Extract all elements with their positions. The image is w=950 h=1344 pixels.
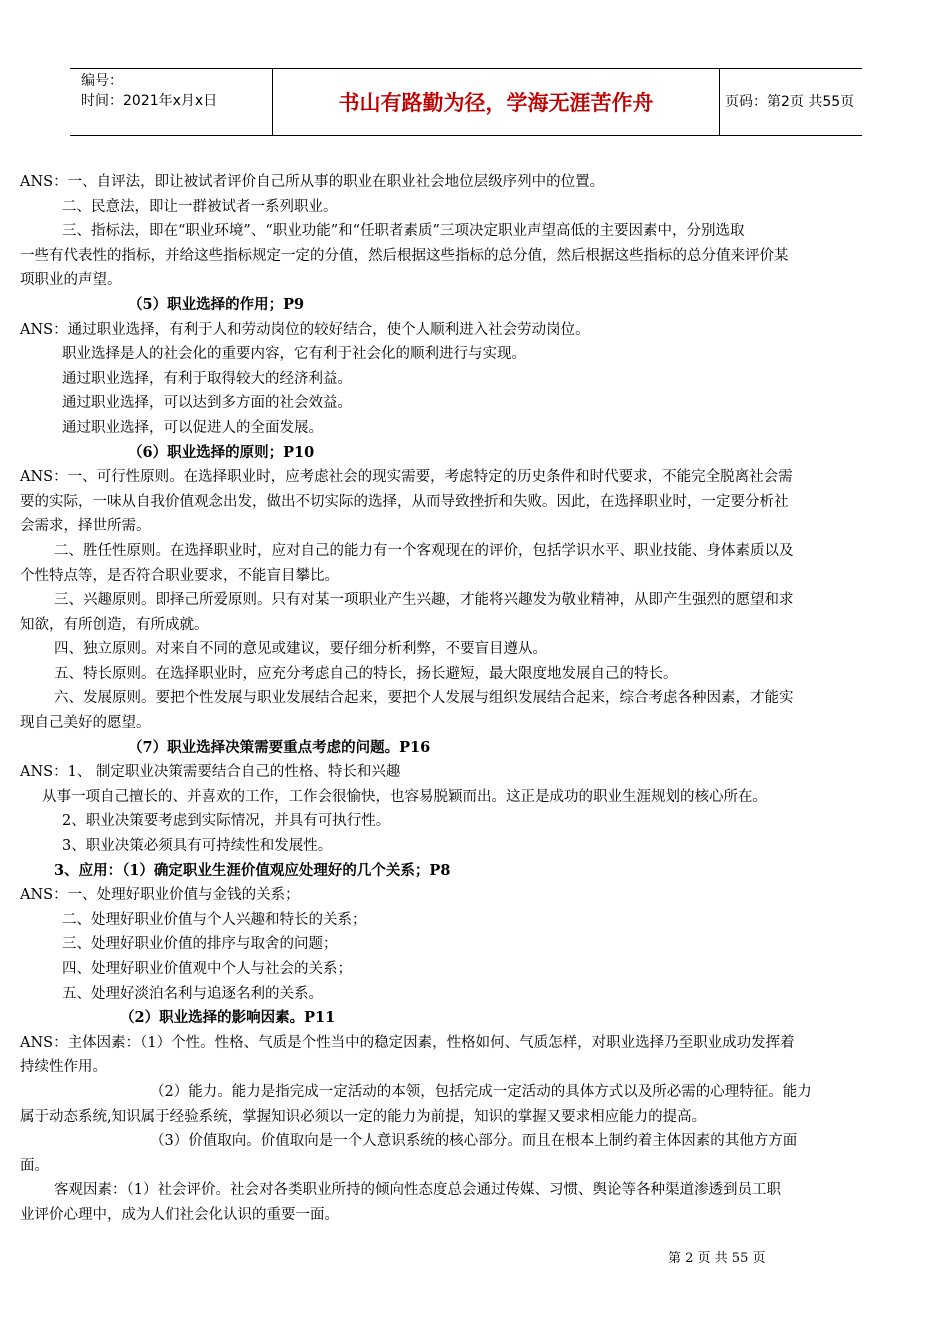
body-line: 五、特长原则。在选择职业时，应充分考虑自己的特长，扬长避短，最大限度地发展自己的特长。 (54, 665, 678, 682)
body-line: 业评价心理中，成为人们社会化认识的重要一面。 (20, 1206, 339, 1223)
body-line: 从事一项自己擅长的、并喜欢的工作，工作会很愉快，也容易脱颖而出。这正是成功的职业生涯规划的核心所在。 (42, 788, 767, 805)
body-line: （2）能力。能力是指完成一定活动的本领，包括完成一定活动的具体方式以及所必需的心理特征。能力 (150, 1083, 812, 1100)
body-line: 四、独立原则。对来自不同的意见或建议，要仔细分析利弊，不要盲目遵从。 (54, 641, 547, 658)
document-body (20, 170, 925, 1228)
body-line: 个性特点等，是否符合职业要求，不能盲目攀比。 (20, 567, 339, 584)
body-line: 三、处理好职业价值的排序与取舍的问题； (62, 936, 338, 953)
header-motto-cell (272, 69, 720, 135)
document-number-label: 编号： (81, 73, 123, 89)
section-heading: （2）职业选择的影响因素。P11 (120, 1009, 336, 1027)
header-page-cell (719, 69, 862, 135)
body-line: （3）价值取向。价值取向是一个人意识系统的核心部分。而且在根本上制约着主体因素的其他方方面 (150, 1133, 798, 1150)
body-line: ANS：一、自评法，即让被试者评价自己所从事的职业在职业社会地位层级序列中的位置。 (20, 174, 605, 190)
body-line: ANS：主体因素：（1）个性。性格、气质是个性当中的稳定因素，性格如何、气质怎样，对职业选择乃至职业成功发挥着 (20, 1034, 795, 1051)
body-line: ANS：1、 制定职业决策需要结合自己的性格、特长和兴趣 (20, 764, 401, 781)
header-page-info: 页码：第2页 共55页 (725, 94, 855, 110)
body-line: 知欲，有所创造，有所成就。 (20, 616, 209, 633)
body-line: 客观因素：（1）社会评价。社会对各类职业所持的倾向性态度总会通过传媒、习惯、舆论等各种渠道渗透到员工职 (54, 1182, 781, 1199)
body-line: ANS：通过职业选择，有利于人和劳动岗位的较好结合，使个人顺利进入社会劳动岗位。 (20, 321, 590, 338)
body-line: 二、处理好职业价值与个人兴趣和特长的关系； (62, 911, 367, 928)
body-line: 五、处理好淡泊名利与追逐名利的关系。 (62, 985, 323, 1002)
document-time-label: 时间：2021年x月x日 (81, 93, 218, 109)
section-heading: （6）职业选择的原则；P10 (128, 443, 315, 461)
body-line: 通过职业选择，可以促进人的全面发展。 (62, 419, 323, 436)
page-footer: 第 2 页 共 55 页 (668, 1251, 766, 1266)
body-line: 六、发展原则。要把个性发展与职业发展结合起来，要把个人发展与组织发展结合起来，综合考虑各种因素，才能实 (54, 690, 794, 707)
body-line: 3、职业决策必须具有可持续性和发展性。 (62, 838, 333, 855)
body-line: 二、民意法，即让一群被试者一系列职业。 (62, 198, 338, 215)
body-line: 通过职业选择，有利于取得较大的经济利益。 (62, 370, 352, 387)
body-line: 职业选择是人的社会化的重要内容，它有利于社会化的顺利进行与实现。 (62, 346, 526, 363)
body-line: 三、兴趣原则。即择己所爱原则。只有对某一项职业产生兴趣，才能将兴趣发为敬业精神，从即产生强烈的愿望和求 (54, 592, 794, 609)
section-heading: 3、应用：（1）确定职业生涯价值观应处理好的几个关系；P8 (54, 861, 451, 879)
body-line: ANS：一、处理好职业价值与金钱的关系； (20, 887, 300, 904)
header-meta-cell (70, 69, 272, 135)
body-line: 会需求，择世所需。 (20, 518, 151, 535)
body-line: 三、指标法，即在“职业环境”、“职业功能”和“任职者素质”三项决定职业声望高低的主要因素中，分别选取 (62, 223, 745, 240)
page-header (70, 68, 862, 136)
body-line: 二、胜任性原则。在选择职业时，应对自己的能力有一个客观现在的评价，包括学识水平、职业技能、身体素质以及 (54, 542, 794, 559)
section-heading: （5）职业选择的作用；P9 (128, 295, 305, 313)
body-line: 持续性作用。 (20, 1059, 107, 1076)
body-line: 面。 (20, 1157, 49, 1174)
body-line: ANS：一、可行性原则。在选择职业时，应考虑社会的现实需要，考虑特定的历史条件和时代要求，不能完全脱离社会需 (20, 469, 793, 486)
body-line: 一些有代表性的指标，并给这些指标规定一定的分值，然后根据这些指标的总分值，然后根据这些指标的总分值来评价某 (20, 247, 789, 264)
body-line: 通过职业选择，可以达到多方面的社会效益。 (62, 395, 352, 412)
body-line: 要的实际，一味从自我价值观念出发，做出不切实际的选择，从而导致挫折和失败。因此，在选择职业时，一定要分析社 (20, 493, 789, 510)
body-line: 2、职业决策要考虑到实际情况，并具有可执行性。 (62, 813, 391, 830)
body-line: 项职业的声望。 (20, 272, 122, 289)
section-heading: （7）职业选择决策需要重点考虑的问题。P16 (128, 738, 431, 756)
body-line: 属于动态系统,知识属于经验系统，掌握知识必须以一定的能力为前提，知识的掌握又要求相应能力的提高。 (20, 1108, 707, 1125)
body-line: 四、处理好职业价值观中个人与社会的关系； (62, 961, 352, 977)
body-line: 现自己美好的愿望。 (20, 715, 151, 732)
header-motto: 书山有路勤为径，学海无涯苦作舟 (338, 91, 654, 115)
